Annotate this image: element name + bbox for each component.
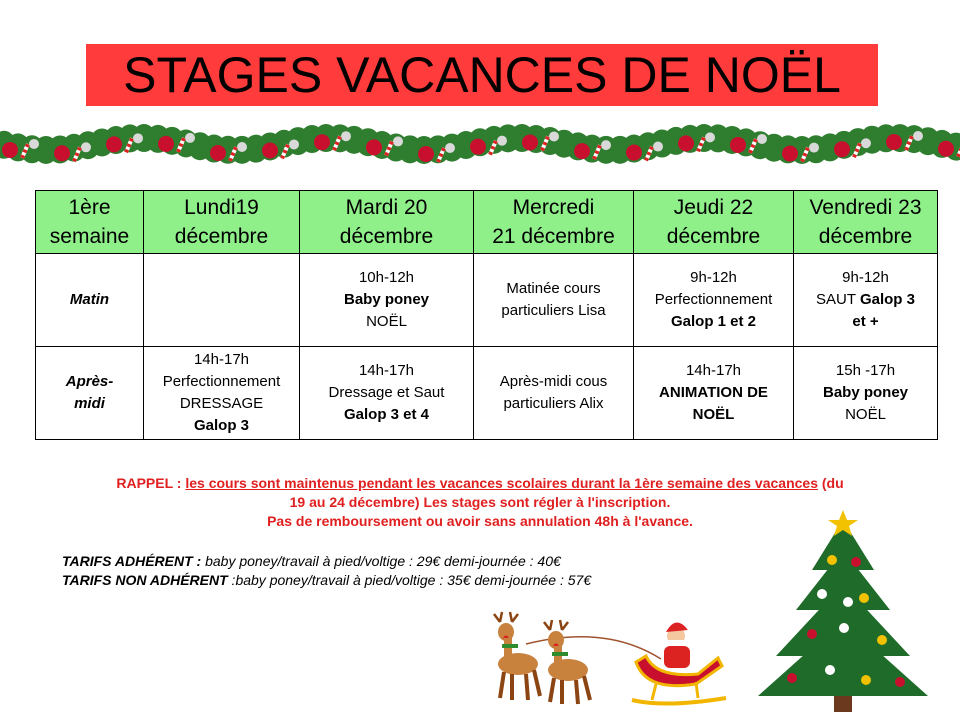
cell-tuesday-morning: 10h-12h Baby poney NOËL — [300, 254, 474, 347]
table-row-morning — [36, 254, 938, 347]
header-wednesday: Mercredi 21 décembre — [474, 191, 634, 254]
header-friday: Vendredi 23 décembre — [794, 191, 938, 254]
header-monday: Lundi19 décembre — [144, 191, 300, 254]
schedule-table — [35, 190, 938, 440]
header-thursday: Jeudi 22 décembre — [634, 191, 794, 254]
header-week: 1ère semaine — [36, 191, 144, 254]
cell-tuesday-afternoon: 14h-17h Dressage et Saut Galop 3 et 4 — [300, 347, 474, 440]
reminder-label: RAPPEL — [116, 475, 173, 491]
cell-wednesday-afternoon: Après-midi cous particuliers Alix — [474, 347, 634, 440]
reminder-underlined-text: les cours sont maintenus pendant les vacances scolaires durant la 1ère semaine des vacances — [185, 475, 818, 491]
refund-policy-text: Pas de remboursement ou avoir sans annulation 48h à l'avance. — [267, 513, 693, 529]
reindeer-sleigh-icon — [486, 604, 736, 708]
pricing-non-member: TARIFS NON ADHÉRENT :baby poney/travail à pied/voltige : 35€ demi-journée : 57€ — [62, 572, 592, 588]
christmas-garland-icon — [0, 112, 960, 176]
cell-thursday-afternoon: 14h-17h ANIMATION DE NOËL — [634, 347, 794, 440]
cell-friday-morning: 9h-12h SAUT Galop 3 et + — [794, 254, 938, 347]
pricing-member: TARIFS ADHÉRENT : baby poney/travail à pied/voltige : 29€ demi-journée : 40€ — [62, 553, 561, 569]
cell-thursday-morning: 9h-12h Perfectionnement Galop 1 et 2 — [634, 254, 794, 347]
reminder-dates-text: 19 au 24 décembre) Les stages sont régler à l'inscription. — [289, 494, 671, 510]
row-label-afternoon: Après- midi — [36, 347, 144, 440]
cell-monday-afternoon: 14h-17h Perfectionnement DRESSAGE Galop 3 — [144, 347, 300, 440]
page-title: STAGES VACANCES DE NOËL — [86, 44, 878, 106]
christmas-tree-icon — [752, 510, 934, 716]
cell-friday-afternoon: 15h -17h Baby poney NOËL — [794, 347, 938, 440]
reminder-notice: RAPPEL : les cours sont maintenus pendant les vacances scolaires durant la 1ère semaine des vacances (du 19 au 24 décembre) Les stages sont régler à l'inscription. Pas de remboursement ou avoir sans annulation 48h à l'avance. — [116, 475, 844, 529]
cell-wednesday-morning: Matinée cours particuliers Lisa — [474, 254, 634, 347]
table-row-afternoon — [36, 347, 938, 440]
table-header-row — [36, 191, 938, 254]
row-label-morning: Matin — [36, 254, 144, 347]
cell-monday-morning — [144, 254, 300, 347]
header-tuesday: Mardi 20 décembre — [300, 191, 474, 254]
pricing-block — [62, 552, 591, 590]
